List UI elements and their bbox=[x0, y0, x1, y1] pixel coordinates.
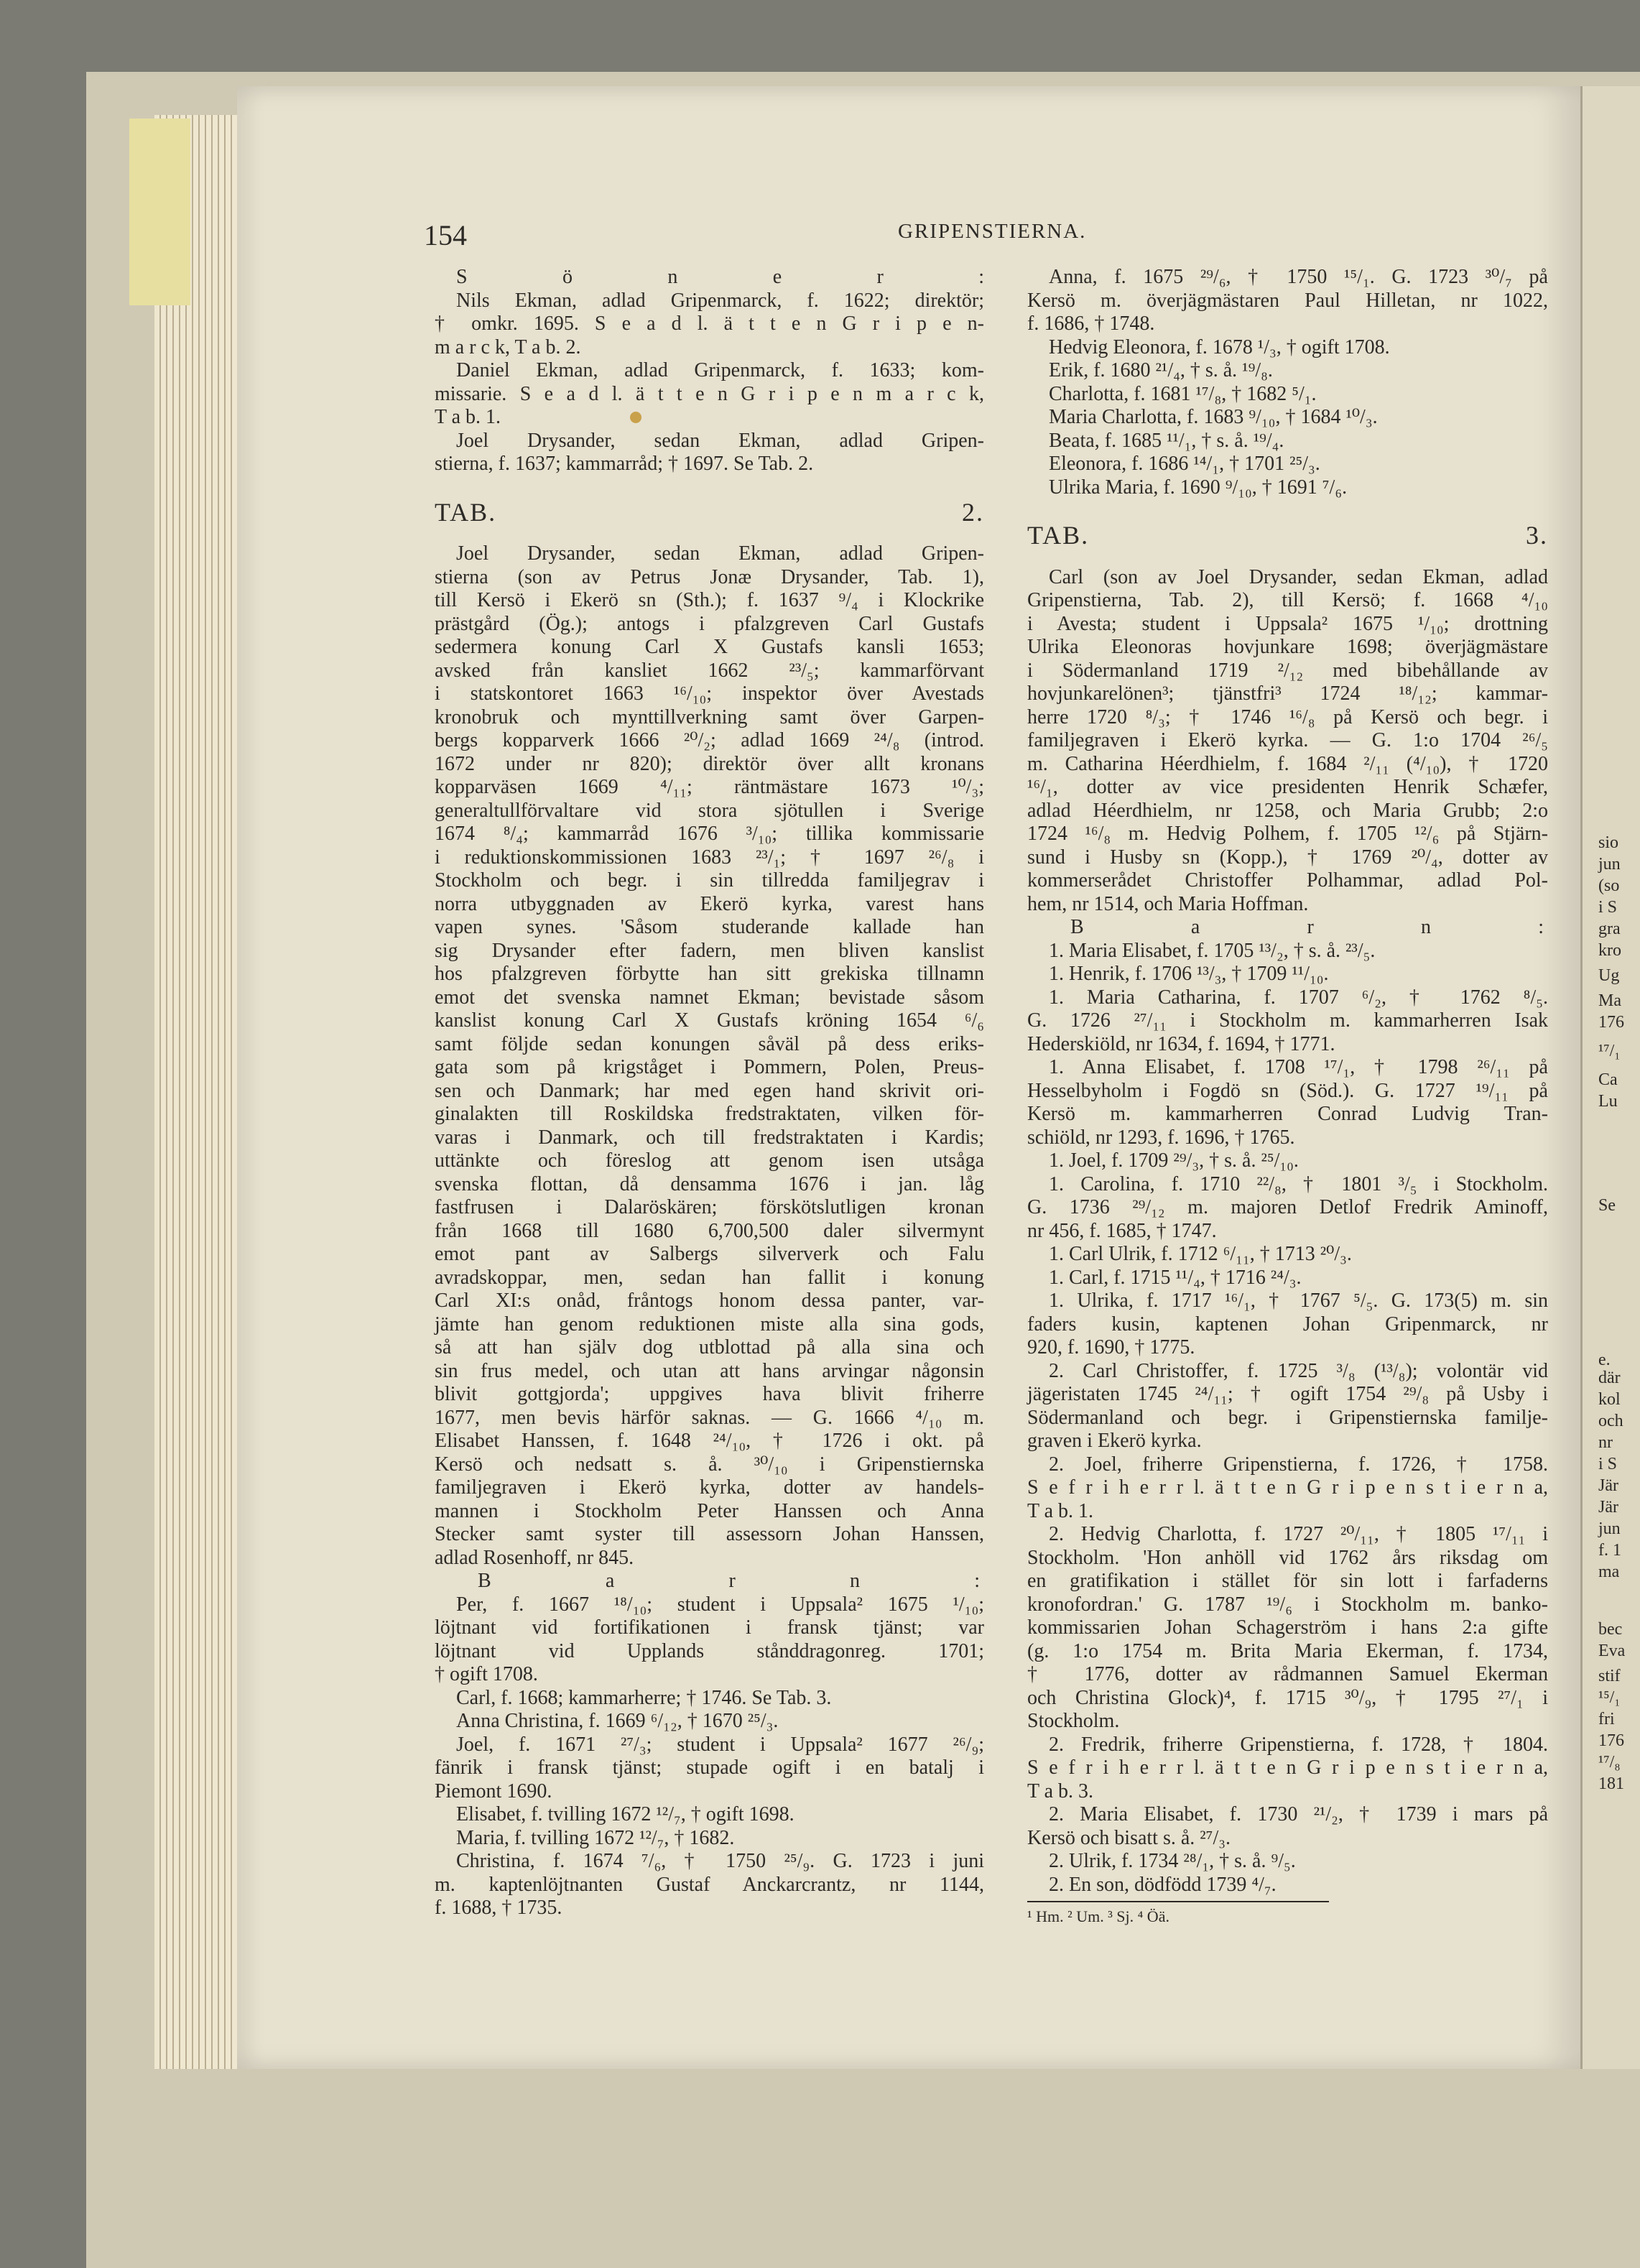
text-line: 1. Ulrika, f. 1717 ¹⁶/₁, † 1767 ⁵/₅. G. 173(5) m. sin bbox=[1049, 1290, 1548, 1312]
next-page-fragment: där bbox=[1598, 1369, 1621, 1387]
text-line: (g. 1:o 1754 m. Brita Maria Ekerman, f. 1734, bbox=[1027, 1639, 1548, 1662]
text-line: 2. Ulrik, f. 1734 ²⁸/₁, † s. å. ⁹/₅. bbox=[1049, 1850, 1296, 1872]
text-line: Hederskiöld, nr 1634, f. 1694, † 1771. bbox=[1027, 1032, 1335, 1055]
next-page-fragment: 181 bbox=[1598, 1774, 1624, 1793]
next-page-fragment: ¹⁷/₁ bbox=[1598, 1042, 1621, 1060]
text-line: 1. Carl Ulrik, f. 1712 ⁶/₁₁, † 1713 ²⁰/₃. bbox=[1049, 1243, 1352, 1265]
text-line: 1. Maria Catharina, f. 1707 ⁶/₂, † 1762 ⁸/₅. bbox=[1049, 986, 1548, 1009]
text-line: nr 456, f. 1685, † 1747. bbox=[1027, 1219, 1217, 1242]
text-line: f. 1688, † 1735. bbox=[435, 1897, 562, 1919]
text-line: 2. Hedvig Charlotta, f. 1727 ²⁰/₁₁, † 1805 ¹⁷/₁₁ i bbox=[1049, 1523, 1548, 1545]
text-line: m. Catharina Héerdhielm, f. 1684 ²/₁₁ (⁴/₁₀), † 1720 bbox=[1027, 752, 1548, 775]
next-page-fragment: Jär bbox=[1598, 1498, 1618, 1517]
next-page-fragment: Ca bbox=[1598, 1070, 1618, 1089]
text-line: så att han själv dog utblottad på alla sina och bbox=[435, 1336, 984, 1359]
text-line: f. 1686, † 1748. bbox=[1027, 313, 1155, 335]
text-line: 1. Anna Elisabet, f. 1708 ¹⁷/₁, † 1798 ²⁶/₁₁ på bbox=[1049, 1056, 1548, 1078]
text-line: bergs kopparverk 1666 ²⁰/₂; adlad 1669 ²⁴/₈ (introd. bbox=[435, 729, 984, 751]
right-column bbox=[1027, 266, 1548, 1929]
text-line: T a b. 1. bbox=[1027, 1499, 1094, 1522]
text-line: Carl, f. 1668; kammarherre; † 1746. Se Tab. 3. bbox=[456, 1686, 832, 1709]
text-line: 1674 ⁸/₄; kammarråd 1676 ³/₁₀; tillika kommissarie bbox=[435, 823, 984, 845]
text-line: avsked från kansliet 1662 ²³/₅; kammarförvant bbox=[435, 659, 984, 682]
text-line: i statskontoret 1663 ¹⁶/₁₀; inspektor över Avestads bbox=[435, 682, 984, 705]
text-line: jämte han genom reduktionen miste alla sina gods, bbox=[435, 1313, 984, 1336]
text-line: faders kusin, kaptenen Johan Gripenmarck, nr bbox=[1027, 1313, 1548, 1336]
text-line: Per, f. 1667 ¹⁸/₁₀; student i Uppsala² 1675 ¹/₁₀; bbox=[456, 1593, 984, 1616]
next-page-fragment: f. 1 bbox=[1598, 1541, 1621, 1560]
text-line: 1724 ¹⁶/₈ m. Hedvig Polhem, f. 1705 ¹²/₆ på Stjärn- bbox=[1027, 823, 1548, 845]
text-line: 1. Joel, f. 1709 ²⁹/₃, † s. å. ²⁵/₁₀. bbox=[1049, 1149, 1299, 1172]
text-line: löjtnant vid fortifikationen i fransk tjänst; var bbox=[435, 1616, 984, 1639]
text-line: samt följde sedan konungen såväl på dess eriks- bbox=[435, 1032, 984, 1055]
text-line: sen och Danmark; har med egen hand skrivit ori- bbox=[435, 1079, 984, 1102]
text-line: Anna, f. 1675 ²⁹/₆, † 1750 ¹⁵/₁. G. 1723 ³⁰/₇ på bbox=[1049, 266, 1548, 288]
paper-tab bbox=[129, 119, 190, 305]
text-line: kommerserådet Christoffer Polhammar, adlad Pol- bbox=[1027, 869, 1548, 892]
text-line: Stockholm. 'Hon anhöll vid 1762 års riksdag om bbox=[1027, 1546, 1548, 1569]
text-line: S e f r i h e r r l. ä t t e n G r i p e n s t i e r n a, bbox=[1027, 1756, 1548, 1779]
text-line: Christina, f. 1674 ⁷/₆, † 1750 ²⁵/₉. G. 1723 i juni bbox=[456, 1850, 984, 1872]
text-line: Joel Drysander, sedan Ekman, adlad Gripen- bbox=[456, 429, 984, 452]
text-line: avradskoppar, men, sedan han fallit i konung bbox=[435, 1266, 984, 1289]
text-line: i Södermanland 1719 ²/₁₂ med bibehållande av bbox=[1027, 659, 1548, 682]
text-line: † omkr. 1695. S e a d l. ä t t e n G r i p e n- bbox=[435, 313, 984, 335]
text-line: Piemont 1690. bbox=[435, 1779, 552, 1802]
text-line: Kersö och bisatt s. å. ²⁷/₃. bbox=[1027, 1826, 1231, 1849]
text-line: stierna (son av Petrus Jonæ Drysander, Tab. 1), bbox=[435, 565, 984, 588]
next-page-fragment: Se bbox=[1598, 1196, 1616, 1215]
text-line: Stecker samt syster till assessorn Johan Hanssen, bbox=[435, 1523, 984, 1545]
next-page-edge bbox=[1580, 86, 1640, 2069]
text-line: Beata, f. 1685 ¹¹/₁, † s. å. ¹⁹/₄. bbox=[1049, 429, 1284, 452]
text-line: 1677, men bevis härför saknas. — G. 1666 ⁴/₁₀ m. bbox=[435, 1406, 984, 1429]
table-heading: TAB. 3. bbox=[1027, 521, 1548, 550]
next-page-fragment: stif bbox=[1598, 1667, 1621, 1685]
text-line: S e f r i h e r r l. ä t t e n G r i p e n s t i e r n a, bbox=[1027, 1476, 1548, 1499]
text-line: svenska flottan, då densamma 1676 i jan. låg bbox=[435, 1172, 984, 1195]
next-page-fragment: jun bbox=[1598, 1519, 1621, 1538]
text-line: 1. Maria Elisabet, f. 1705 ¹³/₂, † s. å. ²³/₅. bbox=[1049, 939, 1376, 962]
text-line: mannen i Stockholm Peter Hanssen och Anna bbox=[435, 1499, 984, 1522]
text-line: Hesselbyholm i Fogdö sn (Söd.). G. 1727 ¹⁹/₁₁ på bbox=[1027, 1079, 1548, 1102]
text-line: Eleonora, f. 1686 ¹⁴/₁, † 1701 ²⁵/₃. bbox=[1049, 453, 1320, 475]
next-page-fragment: Lu bbox=[1598, 1092, 1618, 1111]
text-line: kanslist konung Carl X Gustafs kröning 1654 ⁶/₆ bbox=[435, 1009, 984, 1032]
next-page-fragment: e. bbox=[1598, 1351, 1611, 1369]
text-line: och Christina Glock)⁴, f. 1715 ³⁰/₉, † 1795 ²⁷/₁ i bbox=[1027, 1686, 1548, 1709]
text-line: 1. Henrik, f. 1706 ¹³/₃, † 1709 ¹¹/₁₀. bbox=[1049, 963, 1329, 985]
text-line: hos pfalzgreven förbytte han sitt grekiska tillnamn bbox=[435, 963, 984, 985]
text-line: jägeristaten 1745 ²⁴/₁₁; † ogift 1754 ²⁹/₈ på Usby i bbox=[1027, 1383, 1548, 1405]
next-page-fragment: 176 bbox=[1598, 1013, 1624, 1032]
footnote: ¹ Hm. ² Um. ³ Sj. ⁴ Öä. bbox=[1027, 1901, 1329, 1929]
text-line: graven i Ekerö kyrka. bbox=[1027, 1430, 1202, 1452]
text-line: m a r c k, T a b. 2. bbox=[435, 335, 581, 358]
text-line: hem, nr 1514, och Maria Hoffman. bbox=[1027, 892, 1309, 915]
next-page-fragment: Jär bbox=[1598, 1476, 1618, 1495]
next-page-fragment: och bbox=[1598, 1412, 1623, 1430]
text-line: Maria Charlotta, f. 1683 ⁹/₁₀, † 1684 ¹⁰/₃. bbox=[1049, 406, 1378, 428]
text-line: hovjunkarelönen³; tjänstfri³ 1724 ¹⁸/₁₂; kammar- bbox=[1027, 682, 1548, 705]
text-line: norra utbyggnaden av Ekerö kyrka, varest hans bbox=[435, 892, 984, 915]
text-line: missarie. S e a d l. ä t t e n G r i p e n m a r c k, bbox=[435, 382, 984, 405]
text-line: 2. Carl Christoffer, f. 1725 ³/₈ (¹³/₈); volontär vid bbox=[1049, 1359, 1548, 1382]
text-line: vapen synes. 'Såsom studerande kallade han bbox=[435, 916, 984, 938]
text-line: gata som på krigståget i Pommern, Polen, Preus- bbox=[435, 1056, 984, 1078]
next-page-fragment: fri bbox=[1598, 1710, 1615, 1728]
text-line: Joel Drysander, sedan Ekman, adlad Gripen- bbox=[456, 542, 984, 565]
text-line: kronobruk och mynttillverkning samt över Garpen- bbox=[435, 705, 984, 728]
text-line: Charlotta, f. 1681 ¹⁷/₈, † 1682 ⁵/₁. bbox=[1049, 382, 1317, 405]
next-page-fragment: Ug bbox=[1598, 966, 1620, 985]
next-page-fragment: jun bbox=[1598, 855, 1621, 874]
text-line: Carl XI:s onåd, fråntogs honom dessa panter, var- bbox=[435, 1290, 984, 1312]
text-line: Daniel Ekman, adlad Gripenmarck, f. 1633; kom- bbox=[456, 359, 984, 381]
next-page-fragment: (so bbox=[1598, 876, 1620, 895]
page-edge-stack bbox=[154, 115, 241, 2069]
running-head: GRIPENSTIERNA. bbox=[898, 220, 1087, 243]
text-line: Hedvig Eleonora, f. 1678 ¹/₃, † ogift 1708. bbox=[1049, 335, 1390, 358]
text-line: i Avesta; student i Uppsala² 1675 ¹/₁₀; drottning bbox=[1027, 612, 1548, 635]
text-line: Södermanland och begr. i Gripenstiernska familje- bbox=[1027, 1406, 1548, 1429]
text-line: G. 1726 ²⁷/₁₁ i Stockholm m. kammarherren Isak bbox=[1027, 1009, 1548, 1032]
text-line: Elisabet Hanssen, f. 1648 ²⁴/₁₀, † 1726 i okt. på bbox=[435, 1430, 984, 1452]
text-line: T a b. 1. bbox=[435, 406, 501, 428]
next-page-fragment: Eva bbox=[1598, 1642, 1626, 1660]
text-line: sedermera konung Carl X Gustafs kansli 1653; bbox=[435, 636, 984, 658]
text-line: ginalakten till Roskildska fredstraktaten, vilken för- bbox=[435, 1103, 984, 1125]
text-line: Nils Ekman, adlad Gripenmarck, f. 1622; direktör; bbox=[456, 289, 984, 312]
text-line: en gratifikation i stället för sin lott i farfaderns bbox=[1027, 1570, 1548, 1592]
next-page-fragment: Ma bbox=[1598, 991, 1621, 1010]
text-line: emot pant av Salbergs silververk och Falu bbox=[435, 1243, 984, 1265]
text-line: till Kersö i Ekerö sn (Sth.); f. 1637 ⁹/₄ i Klockrike bbox=[435, 589, 984, 611]
text-line: 2. Maria Elisabet, f. 1730 ²¹/₂, † 1739 i mars på bbox=[1049, 1803, 1548, 1825]
text-line: Kersö m. överjägmästaren Paul Hilletan, nr 1022, bbox=[1027, 289, 1548, 312]
text-line: Stockholm. bbox=[1027, 1710, 1120, 1732]
text-line: † 1776, dotter av rådmannen Samuel Ekerman bbox=[1027, 1663, 1548, 1685]
text-line: Ulrika Eleonoras hovjunkare 1698; överjägmästare bbox=[1027, 636, 1548, 658]
text-line: B a r n : bbox=[1070, 916, 1548, 938]
text-line: familjegraven i Ekerö kyrka, dotter av handels- bbox=[435, 1476, 984, 1499]
text-line: blivit gottgjorda'; uppgives hava blivit friherre bbox=[435, 1383, 984, 1405]
text-line: G. 1736 ²⁹/₁₂ m. majoren Detlof Fredrik Aminoff, bbox=[1027, 1196, 1548, 1218]
text-line: ¹⁶/₁, dotter av vice presidenten Henrik Schæfer, bbox=[1027, 776, 1548, 798]
next-page-fragment: ¹⁵/₁ bbox=[1598, 1688, 1621, 1707]
text-line: Joel, f. 1671 ²⁷/₃; student i Uppsala² 1677 ²⁶/₉; bbox=[456, 1733, 984, 1756]
text-line: Erik, f. 1680 ²¹/₄, † s. å. ¹⁹/₈. bbox=[1049, 359, 1273, 381]
page-number: 154 bbox=[424, 219, 467, 251]
text-line: 2. En son, dödfödd 1739 ⁴/₇. bbox=[1049, 1873, 1277, 1896]
text-line: Anna Christina, f. 1669 ⁶/₁₂, † 1670 ²⁵/₃. bbox=[456, 1710, 779, 1732]
text-line: adlad Héerdhielm, nr 1258, och Maria Grubb; 2:o bbox=[1027, 799, 1548, 822]
text-line: Kersö och nedsatt s. å. ³⁰/₁₀ i Gripenstiernska bbox=[435, 1453, 984, 1476]
text-line: i reduktionskommissionen 1683 ²³/₁; † 1697 ²⁶/₈ i bbox=[435, 846, 984, 869]
text-line: Elisabet, f. tvilling 1672 ¹²/₇, † ogift 1698. bbox=[456, 1803, 794, 1825]
table-heading: TAB. 2. bbox=[435, 497, 984, 527]
text-line: sig Drysander efter fadern, men bliven kanslist bbox=[435, 939, 984, 962]
text-line: schiöld, nr 1293, f. 1696, † 1765. bbox=[1027, 1126, 1295, 1149]
text-line: 2. Joel, friherre Gripenstierna, f. 1726, † 1758. bbox=[1049, 1453, 1548, 1476]
text-line: familjegraven i Ekerö kyrka. — G. 1:o 1704 ²⁶/₅ bbox=[1027, 729, 1548, 751]
text-line: Kersö m. kammarherren Conrad Ludvig Tran- bbox=[1027, 1103, 1548, 1125]
text-line: Gripenstierna, Tab. 2), till Kersö; f. 1668 ⁴/₁₀ bbox=[1027, 589, 1548, 611]
text-line: stierna, f. 1637; kammarråd; † 1697. Se Tab. 2. bbox=[435, 453, 814, 475]
text-line: prästgård (Ög.); antogs i pfalzgreven Carl Gustafs bbox=[435, 612, 984, 635]
text-line: 1. Carolina, f. 1710 ²²/₈, † 1801 ³/₅ i Stockholm. bbox=[1049, 1172, 1548, 1195]
next-page-fragment: ma bbox=[1598, 1563, 1620, 1581]
text-line: S ö n e r : bbox=[456, 266, 984, 288]
text-line: herre 1720 ⁸/₃; † 1746 ¹⁶/₈ på Kersö och begr. i bbox=[1027, 705, 1548, 728]
text-line: kronofordran.' G. 1787 ¹⁹/₆ i Stockholm m. banko- bbox=[1027, 1593, 1548, 1616]
text-line: 1. Carl, f. 1715 ¹¹/₄, † 1716 ²⁴/₃. bbox=[1049, 1266, 1302, 1289]
text-line: 920, f. 1690, † 1775. bbox=[1027, 1336, 1195, 1359]
text-line: från 1668 till 1680 6,700,500 daler silvermynt bbox=[435, 1219, 984, 1242]
next-page-fragment: gra bbox=[1598, 920, 1621, 938]
text-line: 1672 under nr 820); direktör över allt kronans bbox=[435, 752, 984, 775]
next-page-fragment: i S bbox=[1598, 898, 1618, 917]
text-line: löjtnant vid Upplands stånddragonreg. 1701; bbox=[435, 1639, 984, 1662]
text-line: 2. Fredrik, friherre Gripenstierna, f. 1728, † 1804. bbox=[1049, 1733, 1548, 1756]
text-line: varas i Danmark, och till fredstraktaten i Kardis; bbox=[435, 1126, 984, 1149]
next-page-fragment: 176 bbox=[1598, 1731, 1624, 1750]
text-line: emot det svenska namnet Ekman; bevistade såsom bbox=[435, 986, 984, 1009]
text-line: fastfrusen i Dalaröskären; förskötslutligen kronan bbox=[435, 1196, 984, 1218]
next-page-fragment: ¹⁷/₈ bbox=[1598, 1753, 1621, 1772]
next-page-fragment: nr bbox=[1598, 1433, 1613, 1452]
text-line: Stockholm och begr. i sin tillredda familjegrav i bbox=[435, 869, 984, 892]
text-line: T a b. 3. bbox=[1027, 1779, 1094, 1802]
text-line: Maria, f. tvilling 1672 ¹²/₇, † 1682. bbox=[456, 1826, 735, 1849]
text-line: Carl (son av Joel Drysander, sedan Ekman, adlad bbox=[1049, 565, 1548, 588]
next-page-fragment: kro bbox=[1598, 941, 1621, 960]
left-column bbox=[435, 266, 984, 1920]
text-line: fänrik i fransk tjänst; stupade ogift i en batalj i bbox=[435, 1756, 984, 1779]
text-line: kopparväsen 1669 ⁴/₁₁; räntmästare 1673 ¹⁰/₃; bbox=[435, 776, 984, 798]
text-line: uttänkte och föreslog att genom isen utsåga bbox=[435, 1149, 984, 1172]
text-line: m. kaptenlöjtnanten Gustaf Anckarcrantz, nr 1144, bbox=[435, 1873, 984, 1896]
text-line: † ogift 1708. bbox=[435, 1663, 538, 1685]
text-line: sund i Husby sn (Kopp.), † 1769 ²⁰/₄, dotter av bbox=[1027, 846, 1548, 869]
text-line: B a r n : bbox=[478, 1570, 984, 1592]
next-page-fragment: sio bbox=[1598, 833, 1619, 852]
text-line: kommissarien Johan Schagerström i hans 2:a gifte bbox=[1027, 1616, 1548, 1639]
text-line: generaltullförvaltare vid stora sjötullen i Sverige bbox=[435, 799, 984, 822]
text-line: adlad Rosenhoff, nr 845. bbox=[435, 1546, 634, 1569]
next-page-fragment: bec bbox=[1598, 1620, 1623, 1639]
next-page-fragment: i S bbox=[1598, 1455, 1618, 1473]
next-page-fragment: kol bbox=[1598, 1390, 1621, 1409]
text-line: Ulrika Maria, f. 1690 ⁹/₁₀, † 1691 ⁷/₆. bbox=[1049, 476, 1348, 499]
text-line: sin frus medel, och utan att hans arvingar någonsin bbox=[435, 1359, 984, 1382]
